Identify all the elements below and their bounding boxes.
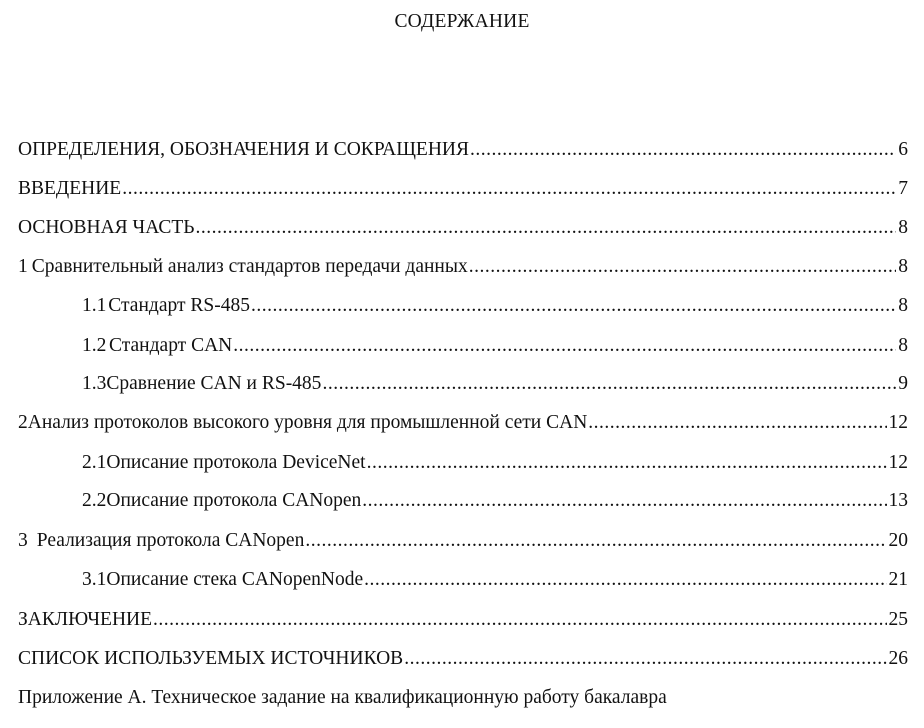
toc-entry-page: 6	[898, 139, 908, 160]
toc-entry-label: Сравнение CAN и RS-485	[106, 373, 322, 394]
toc-entry-number: 3	[18, 530, 28, 551]
toc-entry-label: Сравнительный анализ стандартов передачи данных	[31, 256, 468, 277]
toc-entry-definitions	[0, 139, 924, 165]
toc-entry-label: Описание протокола CANopen	[106, 490, 362, 511]
toc-entry-page: 8	[898, 295, 908, 316]
toc-entry-references	[0, 648, 924, 674]
dot-leader	[195, 217, 896, 239]
toc-entry-section-2-1	[0, 452, 924, 478]
dot-leader	[362, 490, 886, 512]
toc-entry-number: 1	[18, 256, 28, 277]
toc-entry-page: 26	[888, 648, 908, 669]
toc-entry-label: ЗАКЛЮЧЕНИЕ	[18, 609, 153, 630]
toc-entry-label: СПИСОК ИСПОЛЬЗУЕМЫХ ИСТОЧНИКОВ	[18, 648, 404, 669]
dot-leader	[233, 335, 896, 357]
dot-leader	[305, 530, 886, 552]
toc-entry-appendix: Приложение А. Техническое задание на квалификационную работу бакалавра	[18, 687, 667, 708]
toc-entry-label: Описание протокола DeviceNet	[106, 452, 366, 473]
toc-entry-page: 7	[898, 178, 908, 199]
toc-entry-number: 1.1	[82, 295, 107, 316]
toc-entry-label: Реализация протокола CANopen	[36, 530, 305, 551]
toc-entry-number: 3.1	[82, 569, 107, 590]
toc-entry-page: 9	[898, 373, 908, 394]
toc-entry-label: ВВЕДЕНИЕ	[18, 178, 122, 199]
toc-entry-label: Анализ протоколов высокого уровня для промышленной сети CAN	[27, 412, 588, 433]
toc-entry-page: 8	[898, 217, 908, 238]
toc-entry-section-2	[0, 412, 924, 438]
dot-leader	[588, 412, 886, 434]
toc-entry-number: 2.2	[82, 490, 107, 511]
toc-entry-number: 2.1	[82, 452, 107, 473]
dot-leader	[153, 609, 886, 631]
toc-entry-label: ОПРЕДЕЛЕНИЯ, ОБОЗНАЧЕНИЯ И СОКРАЩЕНИЯ	[18, 139, 470, 160]
toc-entry-section-1-1	[0, 295, 924, 321]
dot-leader	[367, 452, 887, 474]
toc-entry-section-3-1	[0, 569, 924, 595]
toc-entry-number: 1.3	[82, 373, 107, 394]
toc-entry-introduction	[0, 178, 924, 204]
toc-entry-page: 12	[888, 412, 908, 433]
toc-entry-main-part	[0, 217, 924, 243]
toc-entry-page: 20	[888, 530, 908, 551]
toc-entry-section-3	[0, 530, 924, 556]
toc-entry-section-1-3	[0, 373, 924, 399]
toc-entry-section-2-2	[0, 490, 924, 516]
dot-leader	[251, 295, 896, 317]
toc-entry-section-1	[0, 256, 924, 282]
page-title: СОДЕРЖАНИЕ	[394, 11, 530, 32]
toc-entry-number: 1.2	[82, 335, 107, 356]
toc-entry-label: Стандарт RS-485	[108, 295, 250, 316]
dot-leader	[469, 256, 897, 278]
toc-entry-label: ОСНОВНАЯ ЧАСТЬ	[18, 217, 195, 238]
dot-leader	[404, 648, 886, 670]
toc-entry-label: Стандарт CAN	[109, 335, 233, 356]
toc-entry-conclusion	[0, 609, 924, 635]
toc-entry-label: Описание стека CANopenNode	[106, 569, 364, 590]
dot-leader	[122, 178, 896, 200]
toc-entry-page: 13	[888, 490, 908, 511]
toc-entry-page: 21	[888, 569, 908, 590]
toc-entry-page: 8	[898, 335, 908, 356]
dot-leader	[322, 373, 896, 395]
toc-entry-page: 12	[888, 452, 908, 473]
toc-entry-page: 25	[888, 609, 908, 630]
toc-entry-section-1-2	[0, 335, 924, 361]
dot-leader	[470, 139, 896, 161]
toc-entry-page: 8	[898, 256, 908, 277]
dot-leader	[364, 569, 886, 591]
toc-entry-number: 2	[18, 412, 28, 433]
